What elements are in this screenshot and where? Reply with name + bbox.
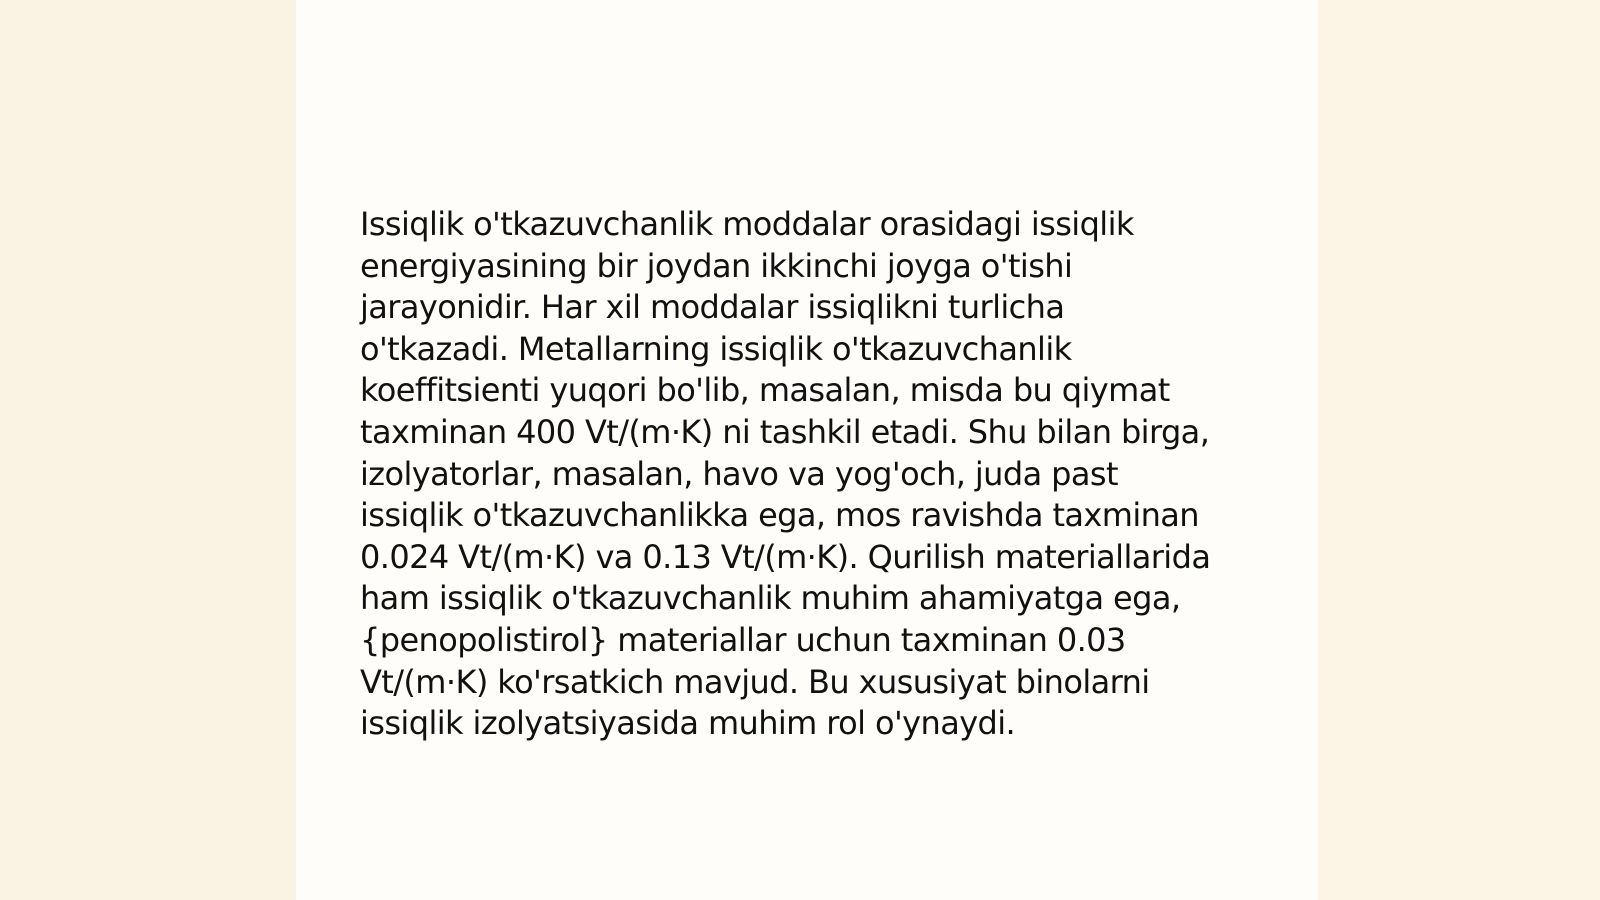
paragraph-line: Vt/(m·K) ko'rsatkich mavjud. Bu xususiyat binolarni: [360, 662, 1150, 701]
paragraph-line: Issiqlik o'tkazuvchanlik moddalar orasidagi issiqlik: [360, 205, 1134, 243]
paragraph-line: issiqlik izolyatsiyasida muhim rol o'ynaydi.: [360, 704, 1016, 743]
paragraph-line: 0.024 Vt/(m·K) va 0.13 Vt/(m·K). Qurilish materiallarida: [360, 537, 1211, 576]
right-margin-background: [1318, 0, 1600, 900]
paragraph-line: issiqlik o'tkazuvchanlikka ega, mos ravishda taxminan: [360, 496, 1199, 535]
paragraph-line: jarayonidir. Har xil moddalar issiqlikni turlicha: [360, 288, 1065, 327]
body-paragraph: [360, 204, 1260, 745]
left-margin-background: [0, 0, 296, 900]
paragraph-line: energiyasining bir joydan ikkinchi joyga o'tishi: [360, 246, 1073, 285]
paragraph-line: ham issiqlik o'tkazuvchanlik muhim ahamiyatga ega,: [360, 579, 1181, 618]
paragraph-line: o'tkazadi. Metallarning issiqlik o'tkazuvchanlik: [360, 329, 1072, 368]
paragraph-line: izolyatorlar, masalan, havo va yog'och, juda past: [360, 454, 1118, 493]
document-page: [296, 0, 1318, 900]
paragraph-line: koeffitsienti yuqori bo'lib, masalan, misda bu qiymat: [360, 371, 1170, 410]
paragraph-line: {penopolistirol} materiallar uchun taxminan 0.03: [360, 620, 1126, 659]
paragraph-line: taxminan 400 Vt/(m·K) ni tashkil etadi. Shu bilan birga,: [360, 412, 1210, 451]
